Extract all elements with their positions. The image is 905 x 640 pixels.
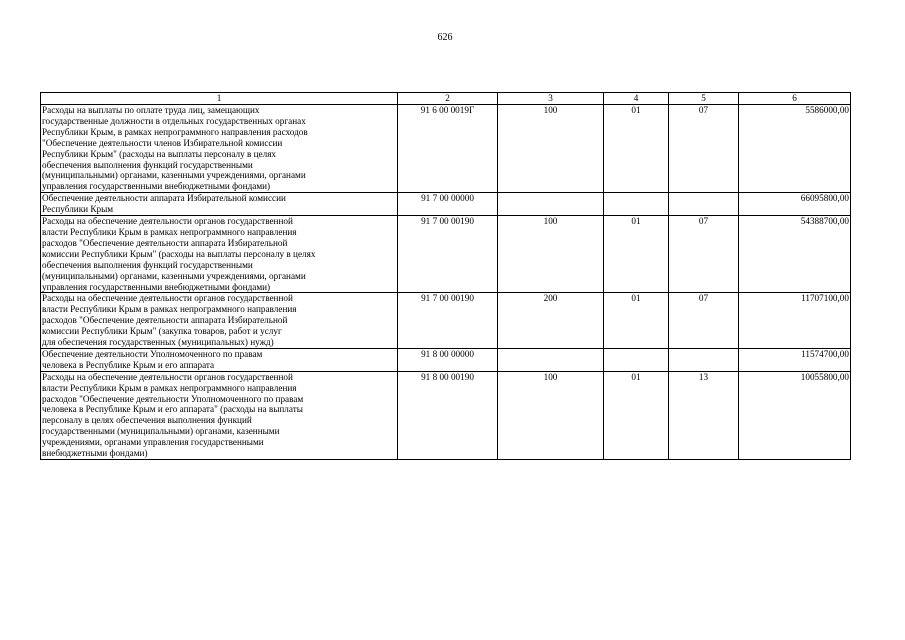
row-name-cell <box>41 105 398 193</box>
row-name-line: расходов "Обеспечение деятельности аппарата Избирательной <box>42 315 288 326</box>
table-row <box>41 216 851 293</box>
row-rz-cell: 01 <box>604 216 669 293</box>
table-row <box>41 193 851 216</box>
row-name-line: персоналу в целях обеспечения выполнения функций <box>42 415 252 426</box>
row-csr-cell: 91 7 00 00190 <box>398 293 498 349</box>
row-name-cell <box>41 193 398 216</box>
column-header-pr: 5 <box>669 93 739 105</box>
row-name-line: государственными (муниципальными) органами, казенными <box>42 426 280 437</box>
row-name-cell <box>41 371 398 459</box>
table-row <box>41 293 851 349</box>
row-name-line: расходов "Обеспечение деятельности аппарата Избирательной <box>42 237 288 248</box>
table-row <box>41 105 851 193</box>
row-name-line: "Обеспечение деятельности членов Избирательной комиссии <box>42 137 283 148</box>
row-name-line: обеспечения выполнения функций государственными <box>42 259 253 270</box>
row-pr-cell: 07 <box>669 216 739 293</box>
row-amount-cell: 5586000,00 <box>739 105 851 193</box>
row-rz-cell: 01 <box>604 293 669 349</box>
row-csr-cell: 91 8 00 00000 <box>398 348 498 371</box>
row-rz-cell <box>604 348 669 371</box>
row-csr-cell: 91 7 00 00190 <box>398 216 498 293</box>
row-vr-cell <box>498 193 604 216</box>
budget-table <box>40 92 851 460</box>
column-header-vr: 3 <box>498 93 604 105</box>
row-name-line: управления государственными внебюджетными фондами) <box>42 281 271 292</box>
row-amount-cell: 66095800,00 <box>739 193 851 216</box>
row-name-line: Расходы на обеспечение деятельности органов государственной <box>42 216 293 227</box>
column-header-rz: 4 <box>604 93 669 105</box>
row-rz-cell <box>604 193 669 216</box>
row-vr-cell: 100 <box>498 216 604 293</box>
row-vr-cell: 200 <box>498 293 604 349</box>
row-name-cell <box>41 293 398 349</box>
table-header-row <box>41 93 851 105</box>
row-name-line: Республики Крым" (расходы на выплаты персоналу в целях <box>42 148 277 159</box>
table-row <box>41 348 851 371</box>
row-rz-cell: 01 <box>604 105 669 193</box>
row-amount-cell: 10055800,00 <box>739 371 851 459</box>
row-name-cell <box>41 348 398 371</box>
row-name-cell <box>41 216 398 293</box>
row-amount-cell: 54388700,00 <box>739 216 851 293</box>
row-rz-cell: 01 <box>604 371 669 459</box>
row-vr-cell <box>498 348 604 371</box>
row-vr-cell: 100 <box>498 371 604 459</box>
row-pr-cell <box>669 348 739 371</box>
row-pr-cell: 13 <box>669 371 739 459</box>
row-name-line: внебюджетными фондами) <box>42 448 148 459</box>
row-amount-cell: 11707100,00 <box>739 293 851 349</box>
row-pr-cell: 07 <box>669 105 739 193</box>
row-name-line: Обеспечение деятельности аппарата Избирательной комиссии <box>42 193 286 204</box>
row-name-line: власти Республики Крым в рамках непрограммного направления <box>42 382 297 393</box>
row-name-line: Расходы на обеспечение деятельности органов государственной <box>42 371 293 382</box>
row-name-line: Расходы на обеспечение деятельности органов государственной <box>42 293 293 304</box>
row-name-line: человека в Республике Крым и его аппарата" (расходы на выплаты <box>42 404 303 415</box>
row-name-line: комиссии Республики Крым" (закупка товаров, работ и услуг <box>42 326 282 337</box>
table-body <box>41 105 851 460</box>
row-csr-cell: 91 6 00 0019Г <box>398 105 498 193</box>
row-name-line: Республики Крым, в рамках непрограммного направления расходов <box>42 126 308 137</box>
row-name-line: Республики Крым <box>42 204 114 215</box>
row-csr-cell: 91 7 00 00000 <box>398 193 498 216</box>
row-vr-cell: 100 <box>498 105 604 193</box>
row-name-line: (муниципальными) органами, казенными учреждениями, органами <box>42 170 306 181</box>
row-pr-cell <box>669 193 739 216</box>
row-name-line: власти Республики Крым в рамках непрограммного направления <box>42 304 297 315</box>
row-name-line: власти Республики Крым в рамках непрограммного направления <box>42 226 297 237</box>
row-name-line: для обеспечения государственных (муниципальных) нужд) <box>42 337 274 348</box>
column-header-amount: 6 <box>739 93 851 105</box>
row-name-line: учреждениями, органами управления государственными <box>42 437 264 448</box>
row-name-line: человека в Республике Крым и его аппарата <box>42 359 215 370</box>
row-amount-cell: 11574700,00 <box>739 348 851 371</box>
row-name-line: обеспечения выполнения функций государственными <box>42 159 253 170</box>
table-row <box>41 371 851 459</box>
row-name-line: управления государственными внебюджетными фондами) <box>42 181 271 192</box>
column-header-csr: 2 <box>398 93 498 105</box>
row-name-line: государственные должности в отдельных государственных органах <box>42 115 306 126</box>
page-number: 626 <box>437 32 453 43</box>
row-name-line: комиссии Республики Крым" (расходы на выплаты персоналу в целях <box>42 248 316 259</box>
row-name-line: Обеспечение деятельности Уполномоченного по правам <box>42 348 263 359</box>
row-name-line: (муниципальными) органами, казенными учреждениями, органами <box>42 270 306 281</box>
row-csr-cell: 91 8 00 00190 <box>398 371 498 459</box>
row-pr-cell: 07 <box>669 293 739 349</box>
column-header-name: 1 <box>41 93 398 105</box>
row-name-line: Расходы на выплаты по оплате труда лиц, замещающих <box>42 105 260 115</box>
row-name-line: расходов "Обеспечение деятельности Уполномоченного по правам <box>42 393 304 404</box>
